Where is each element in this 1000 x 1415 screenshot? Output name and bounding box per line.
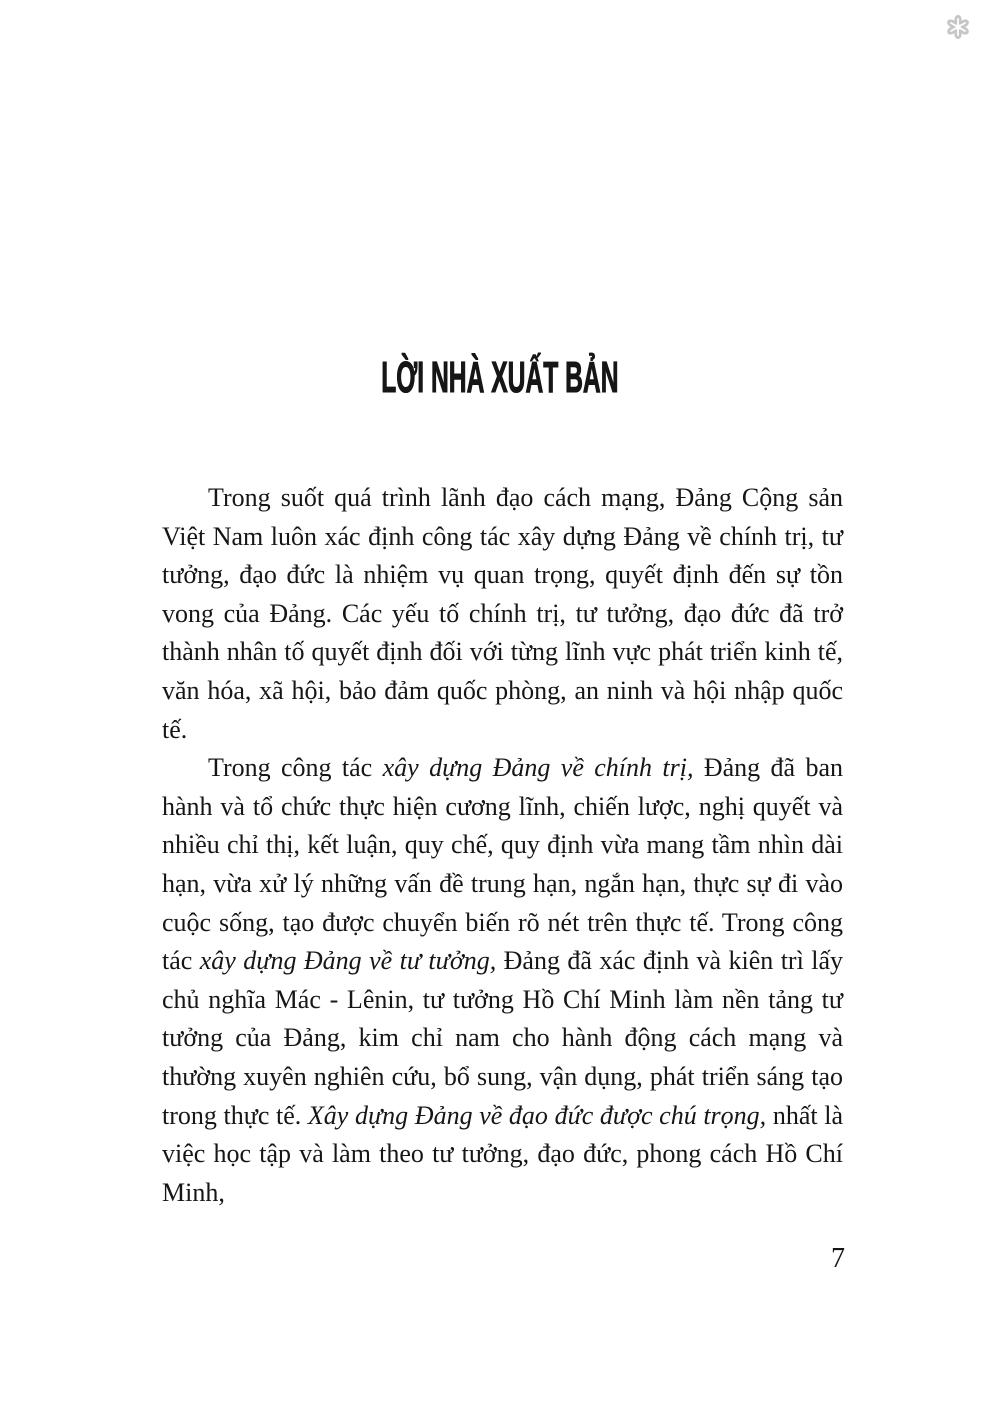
text-run: nhất là việc học tập và làm theo tư tưởng, đạo đức, phong cách Hồ Chí Minh, (162, 1100, 843, 1207)
text-run: Trong công tác (208, 753, 383, 783)
text-run-italic: xây dựng Đảng về chính trị, (382, 753, 694, 783)
text-run: Đảng đã ban hành và tổ chức thực hiện cương lĩnh, chiến lược, nghị quyết và nhiều chỉ thị, kết luận, quy chế, quy định vừa mang tầm nhìn dài hạn, vừa xử lý những vấn đề trung hạn, ngắn hạn, thực sự đi vào cuộc sống, tạo được chuyển biến rõ nét trên thực tế. Trong công tác (162, 753, 843, 976)
body-text (162, 479, 843, 1212)
page-title-text: LỜI NHÀ XUẤT BẢN (381, 353, 619, 402)
paragraph (162, 749, 843, 1212)
text-run-italic: xây dựng Đảng về tư tưởng, (199, 946, 497, 976)
text-run: Trong suốt quá trình lãnh đạo cách mạng, Đảng Cộng sản Việt Nam luôn xác định công tác xây dựng Đảng về chính trị, tư tưởng, đạo đức là nhiệm vụ quan trọng, quyết định đến sự tồn vong của Đảng. Các yếu tố chính trị, tư tưởng, đạo đức đã trở thành nhân tố quyết định đối với từng lĩnh vực phát triển kinh tế, văn hóa, xã hội, bảo đảm quốc phòng, an ninh và hội nhập quốc tế. (162, 483, 843, 744)
florette-icon (945, 13, 971, 41)
page-title (0, 352, 1000, 404)
text-run-italic: Xây dựng Đảng về đạo đức được chú trọng, (307, 1100, 767, 1130)
page-number: 7 (831, 1243, 845, 1274)
text-run: Đảng đã xác định và kiên trì lấy chủ nghĩa Mác - Lênin, tư tưởng Hồ Chí Minh làm nền tảng tư tưởng của Đảng, kim chỉ nam cho hành động cách mạng và thường xuyên nghiên cứu, bổ sung, vận dụng, phát triển sáng tạo trong thực tế. (162, 946, 843, 1130)
paragraph (162, 479, 843, 749)
florette-petals (946, 15, 971, 39)
